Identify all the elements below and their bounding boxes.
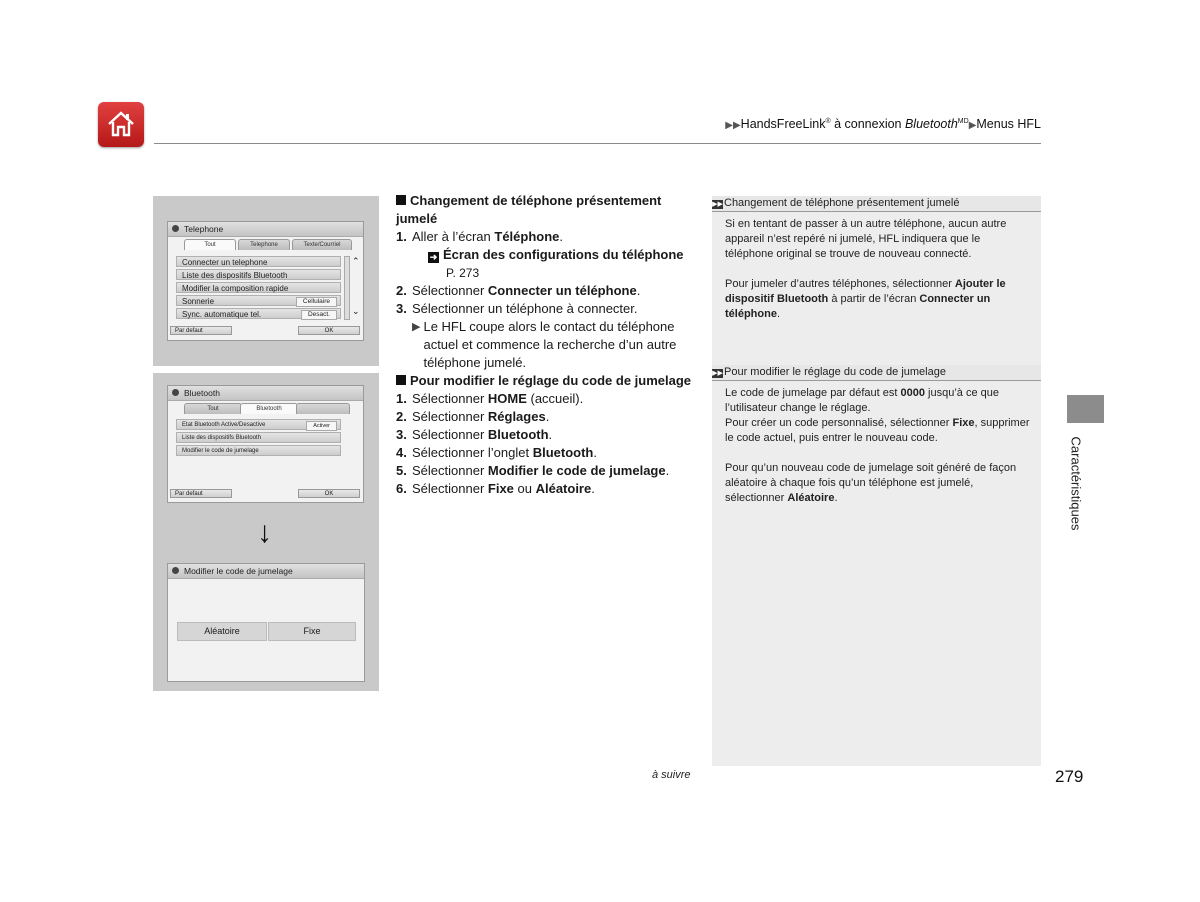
reference-page[interactable]: P. 273 [446, 266, 480, 280]
home-button[interactable] [98, 102, 144, 147]
screen-title-bar [168, 222, 363, 237]
step-text: . [548, 427, 553, 442]
note-text: Pour créer un code personnalisé, sélectionner [725, 417, 953, 429]
step-note [396, 318, 701, 372]
ok-button[interactable]: OK [298, 489, 360, 498]
note-text: Pour jumeler d’autres téléphones, sélectionner [725, 278, 955, 290]
step-6: 6. Sélectionner Fixe ou Aléatoire. [396, 481, 595, 496]
note-text: , supprimer le code actuel, puis entrer le nouveau code. [725, 417, 1030, 444]
note-arrow-icon: ▶▶ [712, 370, 723, 377]
note-body-pairing-code [725, 386, 1030, 506]
step-3: 3. Sélectionner un téléphone à connecter. [396, 301, 638, 316]
step-1 [396, 390, 701, 408]
section-title-change-phone [396, 192, 701, 228]
step-number: 1. [396, 391, 407, 406]
continued-label: à suivre [652, 769, 691, 781]
tab-tout[interactable]: Tout [184, 239, 236, 250]
step-text: Sélectionner [412, 427, 488, 442]
screen-title: Modifier le code de jumelage [184, 566, 293, 576]
breadcrumb [725, 117, 1041, 131]
step-bold: Aléatoire [535, 481, 592, 496]
menu-item-label: Modifier le code de jumelage [182, 448, 259, 454]
section-square-icon [396, 195, 406, 205]
note-arrow-icon: ▶▶ [712, 201, 723, 208]
reference-title: Écran des configurations du téléphone [443, 247, 684, 262]
note-paragraph: Si en tentant de passer à un autre téléphone, aucun autre appareil n’est repéré ni jumelé, HFL indiquera que le téléphone original se trouve de nouveau connecté. [725, 218, 1007, 260]
back-icon [172, 389, 179, 396]
section-title-pairing-code [396, 372, 701, 390]
note-paragraph [725, 386, 1030, 416]
menu-item-label: Sonnerie [182, 297, 215, 306]
note-text: . [776, 308, 781, 320]
note-triangle-icon: ▶ [412, 321, 421, 333]
menu-item-value: Desact. [301, 310, 337, 320]
note-paragraph [725, 461, 1030, 506]
scrollbar[interactable] [344, 256, 350, 320]
header-divider [154, 143, 1041, 144]
step-number: 2. [396, 409, 407, 424]
breadcrumb-hfl[interactable]: HandsFreeLink [740, 117, 826, 131]
step-text: . [593, 445, 597, 460]
step-text: ou [513, 481, 536, 496]
menu-item-label: Liste des dispositifs Bluetooth [182, 435, 262, 441]
breadcrumb-bluetooth: Bluetooth [904, 117, 958, 131]
menu-item-value: Cellulaire [296, 297, 337, 307]
tab-bluetooth[interactable]: Bluetooth [240, 403, 298, 414]
breadcrumb-arrow-icon: ▶▶ [725, 120, 741, 131]
menu-item-bt-status[interactable] [176, 419, 341, 430]
step-text: Sélectionner un téléphone à connecter. [412, 301, 638, 316]
pairing-code-screen [167, 563, 365, 682]
down-arrow-icon: ↓ [257, 516, 272, 549]
screen-title: Telephone [184, 224, 224, 234]
note-bold: Aléatoire [787, 492, 835, 504]
step-text: . [591, 481, 595, 496]
menu-item-connect-phone[interactable] [176, 256, 341, 267]
screenshot-bluetooth [153, 373, 379, 691]
note-body-change-phone [725, 217, 1030, 322]
note-paragraph [725, 416, 1030, 446]
telephone-screen [167, 221, 364, 341]
step-text: Sélectionner [412, 481, 488, 496]
cross-reference[interactable] [396, 246, 701, 264]
menu-item-device-list[interactable] [176, 269, 341, 280]
menu-item-ringtone[interactable] [176, 295, 341, 306]
note-header-change-phone [712, 196, 1041, 212]
screen-title-bar [168, 386, 363, 401]
chapter-label[interactable]: Caractéristiques [1068, 436, 1084, 531]
step-text: Sélectionner [412, 283, 488, 298]
menu-item-value: Activer [306, 421, 337, 431]
breadcrumb-menus-hfl[interactable]: Menus HFL [976, 117, 1041, 131]
screen-title: Bluetooth [184, 388, 220, 398]
step-number: 4. [396, 445, 407, 460]
menu-item-label: Connecter un telephone [182, 258, 268, 267]
md-mark: MD [957, 117, 969, 125]
menu-item-device-list[interactable] [176, 432, 341, 443]
step-2 [396, 408, 701, 426]
step-bold: HOME [487, 391, 527, 406]
menu-item-speed-dial[interactable] [176, 282, 341, 293]
default-button[interactable]: Par defaut [170, 489, 232, 498]
menu-item-pairing-code[interactable] [176, 445, 341, 456]
step-4 [396, 444, 701, 462]
breadcrumb-arrow-icon: ▶ [968, 120, 977, 131]
menu-item-label: Sync. automatique tel. [182, 310, 262, 319]
step-number: 3. [396, 427, 407, 442]
menu-item-label: Modifier la composition rapide [182, 284, 289, 293]
step-text: Sélectionner l’onglet [412, 445, 533, 460]
step-bold: Bluetooth [487, 427, 549, 442]
step-text: Sélectionner [412, 391, 488, 406]
step-text: Sélectionner [412, 463, 488, 478]
step-bold: Modifier le code de jumelage [487, 463, 666, 478]
menu-item-auto-sync[interactable] [176, 308, 341, 319]
fixed-button[interactable]: Fixe [268, 622, 356, 641]
step-bold: Connecter un téléphone [487, 283, 637, 298]
bluetooth-screen [167, 385, 364, 503]
scroll-down-icon[interactable]: ⌄ [352, 306, 360, 316]
ok-button[interactable]: OK [298, 326, 360, 335]
note-text: Pour qu’un nouveau code de jumelage soit généré de façon aléatoire à chaque fois qu’un téléphone est jumelé, sélectionner [725, 462, 1017, 504]
step-bold: Bluetooth [532, 445, 594, 460]
section-title-text: Changement de téléphone présentement jumelé [396, 193, 662, 226]
note-text: . [834, 492, 838, 504]
step-text: . [636, 283, 641, 298]
tab-tout[interactable]: Tout [184, 403, 242, 414]
section-title-text: Pour modifier le réglage du code de jumelage [410, 373, 692, 388]
step-text: (accueil). [526, 391, 584, 406]
note-header-text: Changement de téléphone présentement jumelé [724, 197, 960, 209]
step-text: . [559, 229, 564, 244]
note-text: à partir de l’écran [828, 293, 920, 305]
tab-telephone[interactable]: Telephone [238, 239, 290, 250]
tab-empty[interactable] [296, 403, 350, 414]
note-bold: Ajouter le dispositif Bluetooth [725, 278, 1006, 305]
step-text: Sélectionner [412, 409, 488, 424]
tab-bar [168, 401, 363, 414]
registered-mark: ® [825, 117, 831, 125]
step-2: 2. Sélectionner Connecter un téléphone. [396, 283, 641, 298]
menu-item-label: Liste des dispositifs Bluetooth [182, 271, 288, 280]
note-bold: Connecter un téléphone [725, 293, 991, 320]
step-text: . [665, 463, 670, 478]
breadcrumb-text: à connexion [830, 117, 905, 131]
note-text: Le code de jumelage par défaut est [725, 387, 901, 399]
section-square-icon [396, 375, 406, 385]
step-text: . [545, 409, 550, 424]
menu-item-label: Etat Bluetooth Active/Desactive [182, 422, 266, 428]
step-bold: Fixe [487, 481, 514, 496]
back-icon [172, 225, 179, 232]
scroll-up-icon[interactable]: ⌃ [352, 256, 360, 266]
step-3 [396, 426, 701, 444]
random-button[interactable]: Aléatoire [177, 622, 267, 641]
note-text: jusqu’à ce que l’utilisateur change le réglage. [725, 387, 999, 414]
note-text: Le HFL coupe alors le contact du téléphone actuel et commence la recherche d’un autre téléphone jumelé. [423, 319, 677, 370]
note-bold: 0000 [900, 387, 925, 399]
note-header-text: Pour modifier le réglage du code de jumelage [724, 366, 946, 378]
step-1: 1. Aller à l’écran Téléphone. [396, 229, 564, 244]
screen-title-bar [168, 564, 364, 579]
note-paragraph [725, 277, 1030, 322]
page-number: 279 [1055, 767, 1084, 786]
reference-arrow-icon: ➜ [429, 252, 438, 262]
tab-texte-courriel[interactable]: Texte/Courriel [292, 239, 352, 250]
main-content [396, 192, 701, 498]
tab-bar [168, 237, 363, 250]
step-number: 5. [396, 463, 407, 478]
back-icon [172, 567, 179, 574]
step-bold: Réglages [487, 409, 546, 424]
screenshot-telephone [153, 196, 379, 366]
default-button[interactable]: Par defaut [170, 326, 232, 335]
step-text: Aller à l’écran [412, 229, 495, 244]
chapter-tab[interactable] [1067, 395, 1104, 423]
note-header-pairing-code [712, 365, 1041, 381]
step-5 [396, 462, 701, 480]
home-icon [105, 108, 137, 140]
note-bold: Fixe [952, 417, 975, 429]
step-bold: Téléphone [494, 229, 560, 244]
